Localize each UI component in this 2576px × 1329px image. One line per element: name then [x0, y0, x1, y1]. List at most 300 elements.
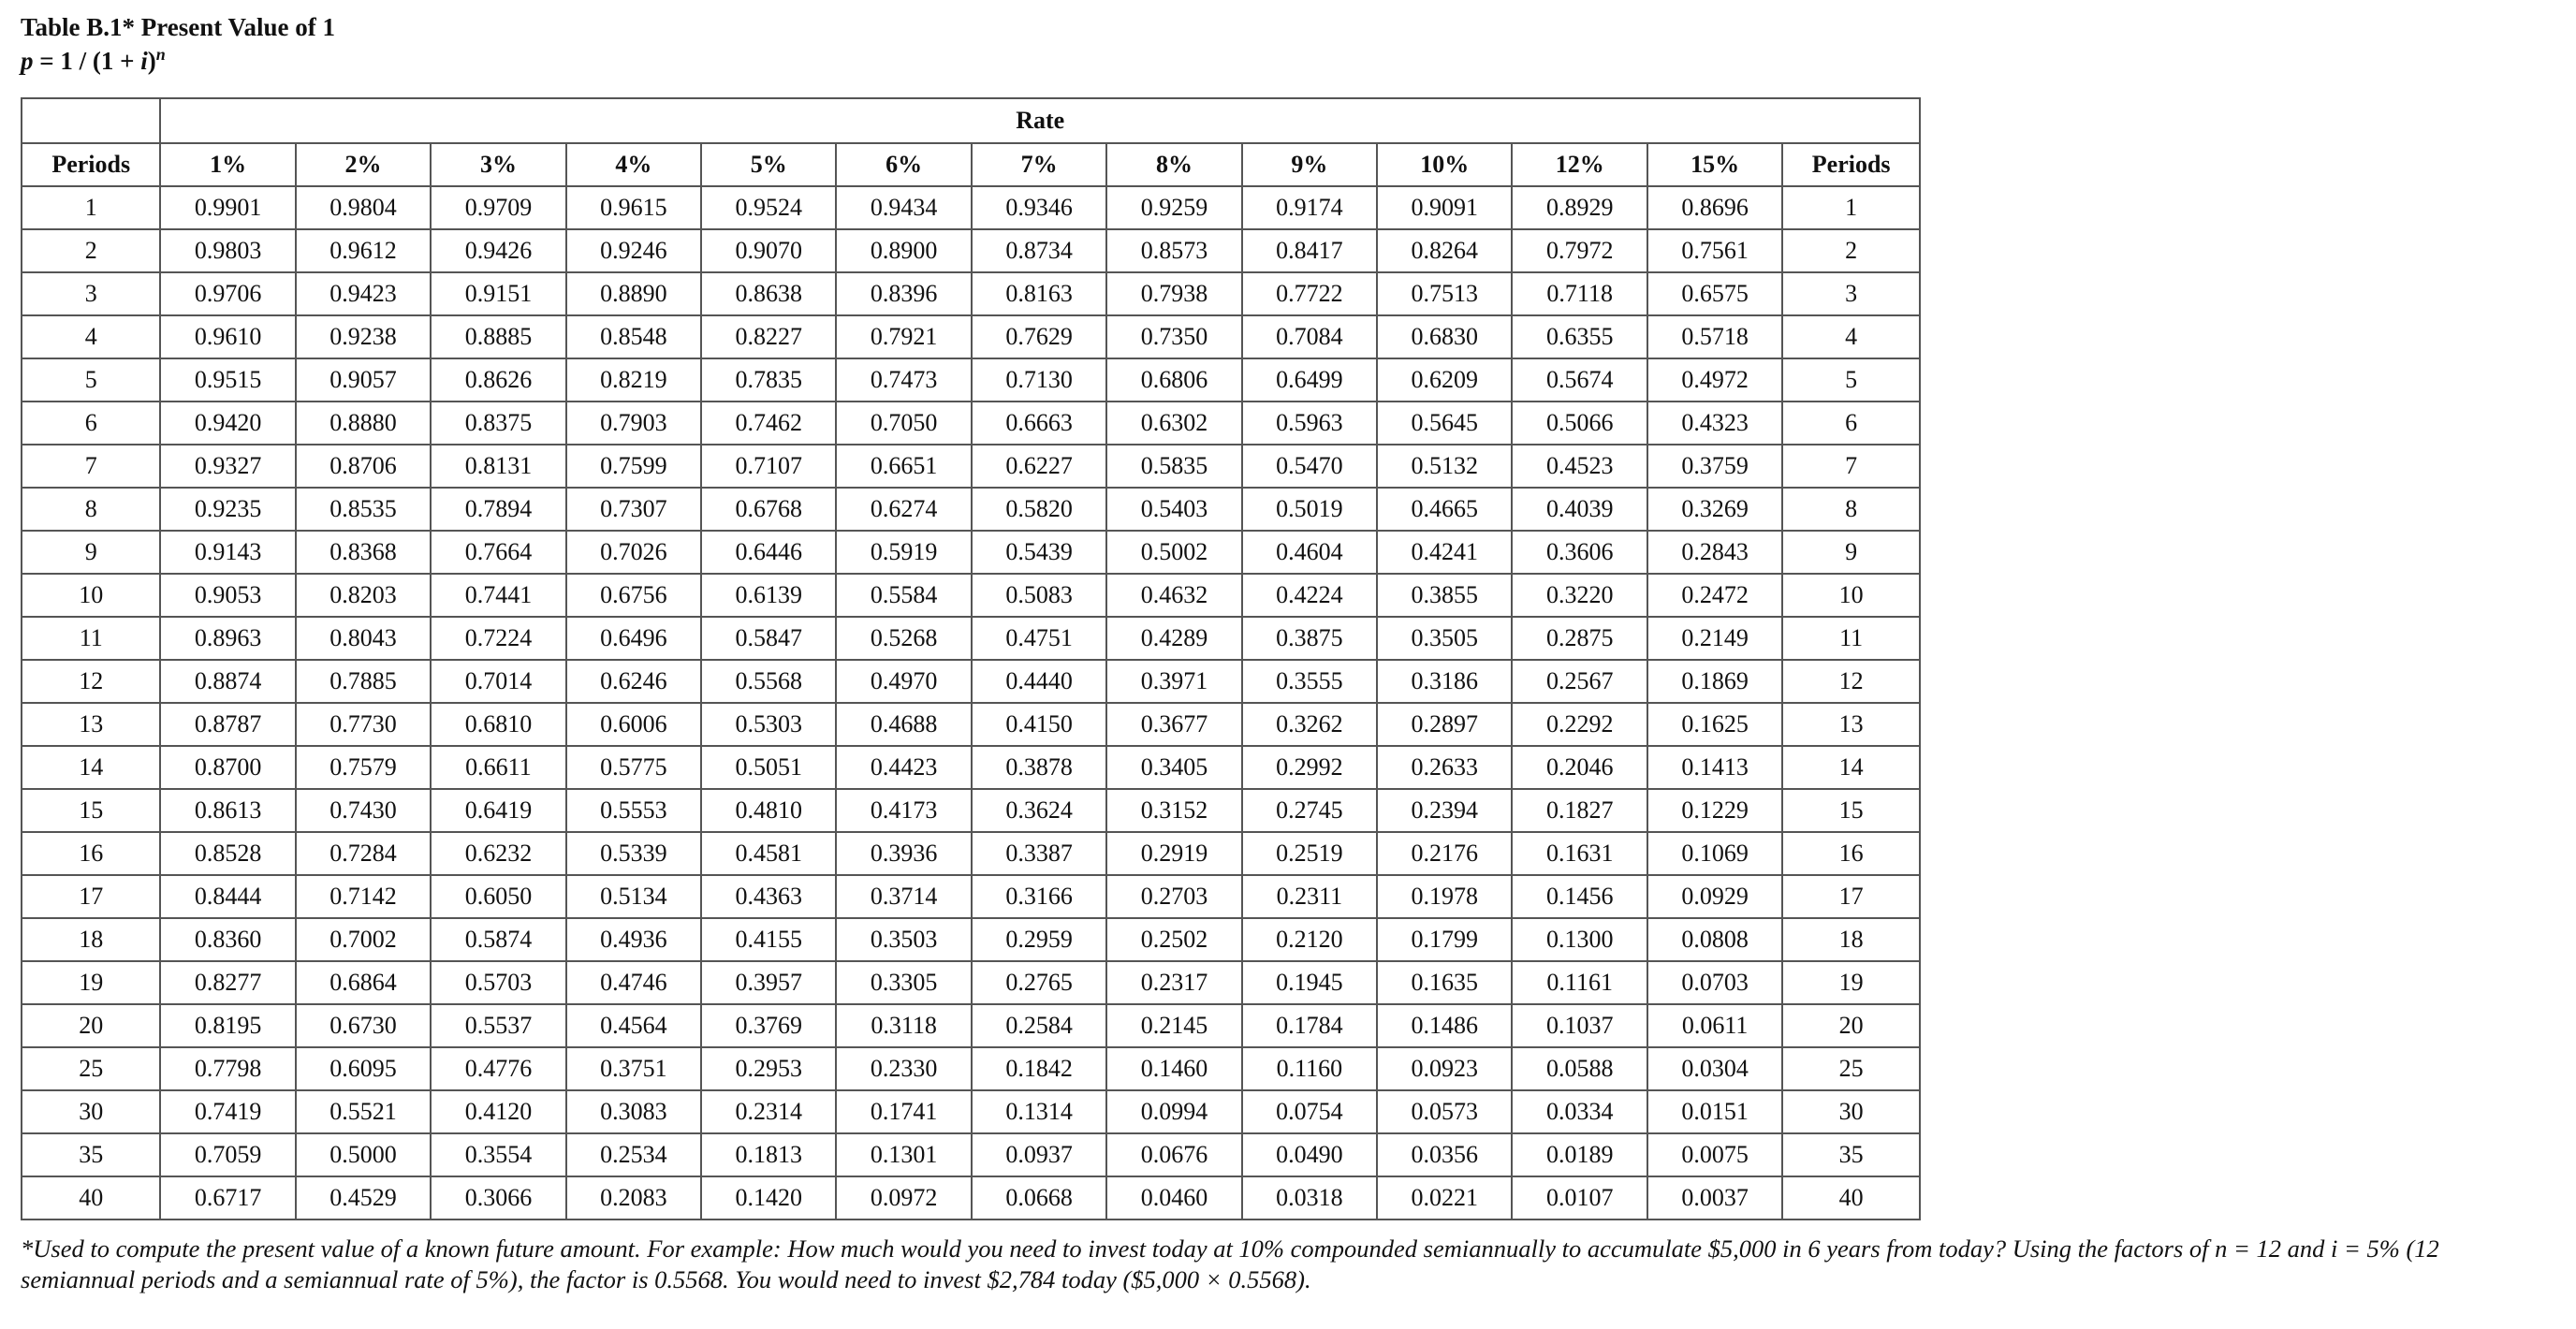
factor-cell: 0.8929: [1512, 186, 1647, 229]
factor-cell: 0.0037: [1647, 1176, 1782, 1219]
table-row: [22, 315, 1920, 358]
factor-cell: 0.8163: [972, 272, 1106, 315]
rate-header-12pct: 12%: [1512, 143, 1647, 186]
factor-cell: 0.1161: [1512, 961, 1647, 1004]
factor-cell: 0.4632: [1106, 574, 1241, 617]
period-cell: 10: [22, 574, 160, 617]
factor-cell: 0.2534: [566, 1133, 701, 1176]
table-row: [22, 617, 1920, 660]
factor-cell: 0.3503: [836, 918, 971, 961]
factor-cell: 0.6139: [701, 574, 836, 617]
formula-body: = 1 / (1 +: [33, 47, 141, 75]
factor-cell: 0.4529: [296, 1176, 431, 1219]
factor-cell: 0.7441: [431, 574, 565, 617]
factor-cell: 0.9434: [836, 186, 971, 229]
periods-header-left: Periods: [22, 143, 160, 186]
factor-cell: 0.5537: [431, 1004, 565, 1047]
factor-cell: 0.6419: [431, 789, 565, 832]
factor-cell: 0.9259: [1106, 186, 1241, 229]
factor-cell: 0.7224: [431, 617, 565, 660]
factor-cell: 0.3751: [566, 1047, 701, 1090]
factor-cell: 0.2083: [566, 1176, 701, 1219]
factor-cell: 0.0588: [1512, 1047, 1647, 1090]
factor-cell: 0.2317: [1106, 961, 1241, 1004]
factor-cell: 0.6810: [431, 703, 565, 746]
factor-cell: 0.2745: [1242, 789, 1377, 832]
factor-cell: 0.7002: [296, 918, 431, 961]
factor-cell: 0.9804: [296, 186, 431, 229]
factor-cell: 0.2330: [836, 1047, 971, 1090]
factor-cell: 0.7050: [836, 402, 971, 445]
factor-cell: 0.6611: [431, 746, 565, 789]
factor-cell: 0.6302: [1106, 402, 1241, 445]
period-cell-right: 5: [1782, 358, 1920, 402]
factor-cell: 0.0994: [1106, 1090, 1241, 1133]
factor-cell: 0.5470: [1242, 445, 1377, 488]
factor-cell: 0.0318: [1242, 1176, 1377, 1219]
factor-cell: 0.3186: [1377, 660, 1512, 703]
factor-cell: 0.8613: [160, 789, 295, 832]
factor-cell: 0.5674: [1512, 358, 1647, 402]
period-cell-right: 25: [1782, 1047, 1920, 1090]
factor-cell: 0.2311: [1242, 875, 1377, 918]
period-cell-right: 11: [1782, 617, 1920, 660]
factor-cell: 0.8880: [296, 402, 431, 445]
factor-cell: 0.3405: [1106, 746, 1241, 789]
factor-cell: 0.9524: [701, 186, 836, 229]
rate-group-header-row: [22, 98, 1920, 143]
rate-header-1pct: 1%: [160, 143, 295, 186]
column-header-row: [22, 143, 1920, 186]
formula-exponent: n: [155, 45, 166, 64]
factor-cell: 0.9238: [296, 315, 431, 358]
factor-cell: 0.4440: [972, 660, 1106, 703]
period-cell: 40: [22, 1176, 160, 1219]
factor-cell: 0.4564: [566, 1004, 701, 1047]
period-cell: 3: [22, 272, 160, 315]
factor-cell: 0.7885: [296, 660, 431, 703]
factor-cell: 0.3066: [431, 1176, 565, 1219]
factor-cell: 0.1842: [972, 1047, 1106, 1090]
factor-cell: 0.1456: [1512, 875, 1647, 918]
factor-cell: 0.7579: [296, 746, 431, 789]
factor-cell: 0.1784: [1242, 1004, 1377, 1047]
factor-cell: 0.4224: [1242, 574, 1377, 617]
factor-cell: 0.1160: [1242, 1047, 1377, 1090]
factor-cell: 0.8706: [296, 445, 431, 488]
period-cell: 9: [22, 531, 160, 574]
factor-cell: 0.6768: [701, 488, 836, 531]
factor-cell: 0.0972: [836, 1176, 971, 1219]
factor-cell: 0.0221: [1377, 1176, 1512, 1219]
factor-cell: 0.9143: [160, 531, 295, 574]
factor-cell: 0.7599: [566, 445, 701, 488]
factor-cell: 0.3855: [1377, 574, 1512, 617]
factor-cell: 0.6050: [431, 875, 565, 918]
table-row: [22, 1047, 1920, 1090]
factor-cell: 0.8417: [1242, 229, 1377, 272]
footnote: *Used to compute the present value of a known future amount. For example: How much would you need to invest today at 10% compounded semiannually to accumulate $5,000 in 6 years from today? Using the factors of n = 12 and i = 5% (12 semiannual periods and a semiannual rate of 5%), the factor is 0.5568. You would need to invest $2,784 today ($5,000 × 0.5568).: [21, 1234, 2439, 1293]
factor-cell: 0.8277: [160, 961, 295, 1004]
rate-header-9pct: 9%: [1242, 143, 1377, 186]
factor-cell: 0.7722: [1242, 272, 1377, 315]
factor-cell: 0.5718: [1647, 315, 1782, 358]
factor-cell: 0.8734: [972, 229, 1106, 272]
table-row: [22, 272, 1920, 315]
factor-cell: 0.8528: [160, 832, 295, 875]
factor-cell: 0.4150: [972, 703, 1106, 746]
factor-cell: 0.7059: [160, 1133, 295, 1176]
period-cell-right: 2: [1782, 229, 1920, 272]
period-cell: 30: [22, 1090, 160, 1133]
factor-cell: 0.2703: [1106, 875, 1241, 918]
period-cell-right: 17: [1782, 875, 1920, 918]
factor-cell: 0.1741: [836, 1090, 971, 1133]
period-cell-right: 3: [1782, 272, 1920, 315]
period-cell-right: 35: [1782, 1133, 1920, 1176]
factor-cell: 0.5132: [1377, 445, 1512, 488]
period-cell: 5: [22, 358, 160, 402]
period-cell-right: 14: [1782, 746, 1920, 789]
factor-cell: 0.5835: [1106, 445, 1241, 488]
factor-cell: 0.0304: [1647, 1047, 1782, 1090]
factor-cell: 0.4936: [566, 918, 701, 961]
factor-cell: 0.3936: [836, 832, 971, 875]
factor-cell: 0.9610: [160, 315, 295, 358]
factor-cell: 0.2992: [1242, 746, 1377, 789]
formula-close: ): [147, 47, 156, 75]
factor-cell: 0.5268: [836, 617, 971, 660]
factor-cell: 0.2567: [1512, 660, 1647, 703]
period-cell-right: 9: [1782, 531, 1920, 574]
periods-header-right: Periods: [1782, 143, 1920, 186]
factor-cell: 0.9246: [566, 229, 701, 272]
table-row: [22, 832, 1920, 875]
factor-cell: 0.5568: [701, 660, 836, 703]
factor-cell: 0.4173: [836, 789, 971, 832]
period-cell-right: 20: [1782, 1004, 1920, 1047]
period-cell: 1: [22, 186, 160, 229]
period-cell: 35: [22, 1133, 160, 1176]
rate-header-7pct: 7%: [972, 143, 1106, 186]
factor-cell: 0.0460: [1106, 1176, 1241, 1219]
factor-cell: 0.0703: [1647, 961, 1782, 1004]
factor-cell: 0.5703: [431, 961, 565, 1004]
factor-cell: 0.7921: [836, 315, 971, 358]
table-row: [22, 1176, 1920, 1219]
factor-cell: 0.2314: [701, 1090, 836, 1133]
factor-cell: 0.0808: [1647, 918, 1782, 961]
factor-cell: 0.6499: [1242, 358, 1377, 402]
factor-cell: 0.0189: [1512, 1133, 1647, 1176]
factor-cell: 0.6864: [296, 961, 431, 1004]
factor-cell: 0.6651: [836, 445, 971, 488]
factor-cell: 0.8548: [566, 315, 701, 358]
factor-cell: 0.0151: [1647, 1090, 1782, 1133]
factor-cell: 0.7419: [160, 1090, 295, 1133]
factor-cell: 0.0356: [1377, 1133, 1512, 1176]
table-row: [22, 918, 1920, 961]
factor-cell: 0.1827: [1512, 789, 1647, 832]
rate-header-6pct: 6%: [836, 143, 971, 186]
table-row: [22, 1004, 1920, 1047]
period-cell: 20: [22, 1004, 160, 1047]
factor-cell: 0.6730: [296, 1004, 431, 1047]
rate-group-header: Rate: [160, 98, 1920, 143]
factor-cell: 0.4039: [1512, 488, 1647, 531]
factor-cell: 0.5645: [1377, 402, 1512, 445]
formula: [21, 45, 166, 77]
factor-cell: 0.1420: [701, 1176, 836, 1219]
factor-cell: 0.7462: [701, 402, 836, 445]
factor-cell: 0.7664: [431, 531, 565, 574]
empty-corner-cell: [22, 98, 160, 143]
factor-cell: 0.0573: [1377, 1090, 1512, 1133]
factor-cell: 0.4120: [431, 1090, 565, 1133]
factor-cell: 0.5403: [1106, 488, 1241, 531]
factor-cell: 0.2472: [1647, 574, 1782, 617]
factor-cell: 0.7513: [1377, 272, 1512, 315]
factor-cell: 0.7014: [431, 660, 565, 703]
factor-cell: 0.7561: [1647, 229, 1782, 272]
factor-cell: 0.4604: [1242, 531, 1377, 574]
factor-cell: 0.2149: [1647, 617, 1782, 660]
factor-cell: 0.7629: [972, 315, 1106, 358]
period-cell-right: 12: [1782, 660, 1920, 703]
period-cell: 4: [22, 315, 160, 358]
period-cell: 14: [22, 746, 160, 789]
factor-cell: 0.8043: [296, 617, 431, 660]
factor-cell: 0.2145: [1106, 1004, 1241, 1047]
factor-cell: 0.6355: [1512, 315, 1647, 358]
table-row: [22, 660, 1920, 703]
period-cell-right: 7: [1782, 445, 1920, 488]
factor-cell: 0.0937: [972, 1133, 1106, 1176]
factor-cell: 0.2502: [1106, 918, 1241, 961]
table-row: [22, 574, 1920, 617]
period-cell: 6: [22, 402, 160, 445]
factor-cell: 0.2959: [972, 918, 1106, 961]
factor-cell: 0.8264: [1377, 229, 1512, 272]
factor-cell: 0.7903: [566, 402, 701, 445]
factor-cell: 0.3878: [972, 746, 1106, 789]
rate-header-8pct: 8%: [1106, 143, 1241, 186]
factor-cell: 0.5066: [1512, 402, 1647, 445]
period-cell-right: 6: [1782, 402, 1920, 445]
factor-cell: 0.6274: [836, 488, 971, 531]
factor-cell: 0.0107: [1512, 1176, 1647, 1219]
period-cell: 8: [22, 488, 160, 531]
table-row: [22, 229, 1920, 272]
factor-cell: 0.2875: [1512, 617, 1647, 660]
period-cell: 19: [22, 961, 160, 1004]
factor-cell: 0.1413: [1647, 746, 1782, 789]
table-row: [22, 961, 1920, 1004]
factor-cell: 0.4746: [566, 961, 701, 1004]
factor-cell: 0.4289: [1106, 617, 1241, 660]
factor-cell: 0.6246: [566, 660, 701, 703]
factor-cell: 0.5019: [1242, 488, 1377, 531]
factor-cell: 0.6232: [431, 832, 565, 875]
period-cell: 17: [22, 875, 160, 918]
factor-cell: 0.1300: [1512, 918, 1647, 961]
period-cell: 11: [22, 617, 160, 660]
factor-cell: 0.9151: [431, 272, 565, 315]
factor-cell: 0.7894: [431, 488, 565, 531]
factor-cell: 0.7350: [1106, 315, 1241, 358]
factor-cell: 0.3083: [566, 1090, 701, 1133]
table-row: [22, 703, 1920, 746]
factor-cell: 0.3769: [701, 1004, 836, 1047]
factor-cell: 0.3220: [1512, 574, 1647, 617]
factor-cell: 0.3152: [1106, 789, 1241, 832]
factor-cell: 0.3957: [701, 961, 836, 1004]
factor-cell: 0.2394: [1377, 789, 1512, 832]
factor-cell: 0.5002: [1106, 531, 1241, 574]
factor-cell: 0.2046: [1512, 746, 1647, 789]
period-cell: 25: [22, 1047, 160, 1090]
rate-header-3pct: 3%: [431, 143, 565, 186]
factor-cell: 0.5134: [566, 875, 701, 918]
factor-cell: 0.7473: [836, 358, 971, 402]
factor-cell: 0.9091: [1377, 186, 1512, 229]
table-row: [22, 1133, 1920, 1176]
factor-cell: 0.0611: [1647, 1004, 1782, 1047]
factor-cell: 0.5051: [701, 746, 836, 789]
factor-cell: 0.0754: [1242, 1090, 1377, 1133]
factor-cell: 0.3759: [1647, 445, 1782, 488]
factor-cell: 0.4581: [701, 832, 836, 875]
factor-cell: 0.5963: [1242, 402, 1377, 445]
factor-cell: 0.2953: [701, 1047, 836, 1090]
period-cell-right: 19: [1782, 961, 1920, 1004]
factor-cell: 0.7084: [1242, 315, 1377, 358]
factor-cell: 0.4323: [1647, 402, 1782, 445]
factor-cell: 0.6446: [701, 531, 836, 574]
factor-cell: 0.1037: [1512, 1004, 1647, 1047]
factor-cell: 0.8700: [160, 746, 295, 789]
factor-cell: 0.5303: [701, 703, 836, 746]
factor-cell: 0.4751: [972, 617, 1106, 660]
period-cell-right: 4: [1782, 315, 1920, 358]
rate-header-2pct: 2%: [296, 143, 431, 186]
factor-cell: 0.2897: [1377, 703, 1512, 746]
factor-cell: 0.7118: [1512, 272, 1647, 315]
factor-cell: 0.4241: [1377, 531, 1512, 574]
period-cell-right: 40: [1782, 1176, 1920, 1219]
factor-cell: 0.7798: [160, 1047, 295, 1090]
factor-cell: 0.8787: [160, 703, 295, 746]
factor-cell: 0.7130: [972, 358, 1106, 402]
factor-cell: 0.9423: [296, 272, 431, 315]
factor-cell: 0.8963: [160, 617, 295, 660]
factor-cell: 0.5584: [836, 574, 971, 617]
factor-cell: 0.5553: [566, 789, 701, 832]
factor-cell: 0.8219: [566, 358, 701, 402]
factor-cell: 0.0490: [1242, 1133, 1377, 1176]
factor-cell: 0.8535: [296, 488, 431, 531]
table-body: [22, 186, 1920, 1219]
factor-cell: 0.9615: [566, 186, 701, 229]
factor-cell: 0.9426: [431, 229, 565, 272]
factor-cell: 0.1799: [1377, 918, 1512, 961]
factor-cell: 0.2176: [1377, 832, 1512, 875]
factor-cell: 0.1301: [836, 1133, 971, 1176]
factor-cell: 0.6209: [1377, 358, 1512, 402]
factor-cell: 0.3166: [972, 875, 1106, 918]
factor-cell: 0.3624: [972, 789, 1106, 832]
period-cell-right: 1: [1782, 186, 1920, 229]
factor-cell: 0.9346: [972, 186, 1106, 229]
factor-cell: 0.9070: [701, 229, 836, 272]
factor-cell: 0.4970: [836, 660, 971, 703]
factor-cell: 0.4810: [701, 789, 836, 832]
factor-cell: 0.4776: [431, 1047, 565, 1090]
factor-cell: 0.8375: [431, 402, 565, 445]
factor-cell: 0.8573: [1106, 229, 1241, 272]
factor-cell: 0.2519: [1242, 832, 1377, 875]
factor-cell: 0.8360: [160, 918, 295, 961]
factor-cell: 0.0075: [1647, 1133, 1782, 1176]
factor-cell: 0.1635: [1377, 961, 1512, 1004]
factor-cell: 0.9057: [296, 358, 431, 402]
period-cell: 16: [22, 832, 160, 875]
factor-cell: 0.7972: [1512, 229, 1647, 272]
factor-cell: 0.8227: [701, 315, 836, 358]
factor-cell: 0.1813: [701, 1133, 836, 1176]
factor-cell: 0.2120: [1242, 918, 1377, 961]
factor-cell: 0.4665: [1377, 488, 1512, 531]
factor-cell: 0.2843: [1647, 531, 1782, 574]
factor-cell: 0.5775: [566, 746, 701, 789]
factor-cell: 0.0668: [972, 1176, 1106, 1219]
rate-header-10pct: 10%: [1377, 143, 1512, 186]
factor-cell: 0.0676: [1106, 1133, 1241, 1176]
factor-cell: 0.4423: [836, 746, 971, 789]
factor-cell: 0.1314: [972, 1090, 1106, 1133]
factor-cell: 0.4363: [701, 875, 836, 918]
factor-cell: 0.9706: [160, 272, 295, 315]
factor-cell: 0.4523: [1512, 445, 1647, 488]
factor-cell: 0.1978: [1377, 875, 1512, 918]
factor-cell: 0.5919: [836, 531, 971, 574]
period-cell-right: 13: [1782, 703, 1920, 746]
factor-cell: 0.7835: [701, 358, 836, 402]
factor-cell: 0.7430: [296, 789, 431, 832]
factor-cell: 0.9053: [160, 574, 295, 617]
period-cell-right: 8: [1782, 488, 1920, 531]
factor-cell: 0.2633: [1377, 746, 1512, 789]
factor-cell: 0.7284: [296, 832, 431, 875]
period-cell-right: 16: [1782, 832, 1920, 875]
factor-cell: 0.6095: [296, 1047, 431, 1090]
factor-cell: 0.8131: [431, 445, 565, 488]
table-row: [22, 1090, 1920, 1133]
factor-cell: 0.9327: [160, 445, 295, 488]
factor-cell: 0.3677: [1106, 703, 1241, 746]
factor-cell: 0.3262: [1242, 703, 1377, 746]
table-row: [22, 488, 1920, 531]
factor-cell: 0.9612: [296, 229, 431, 272]
factor-cell: 0.2919: [1106, 832, 1241, 875]
factor-cell: 0.6756: [566, 574, 701, 617]
factor-cell: 0.7938: [1106, 272, 1241, 315]
factor-cell: 0.0923: [1377, 1047, 1512, 1090]
factor-cell: 0.5874: [431, 918, 565, 961]
table-title: Table B.1* Present Value of 1: [21, 13, 336, 41]
factor-cell: 0.5000: [296, 1133, 431, 1176]
period-cell: 15: [22, 789, 160, 832]
